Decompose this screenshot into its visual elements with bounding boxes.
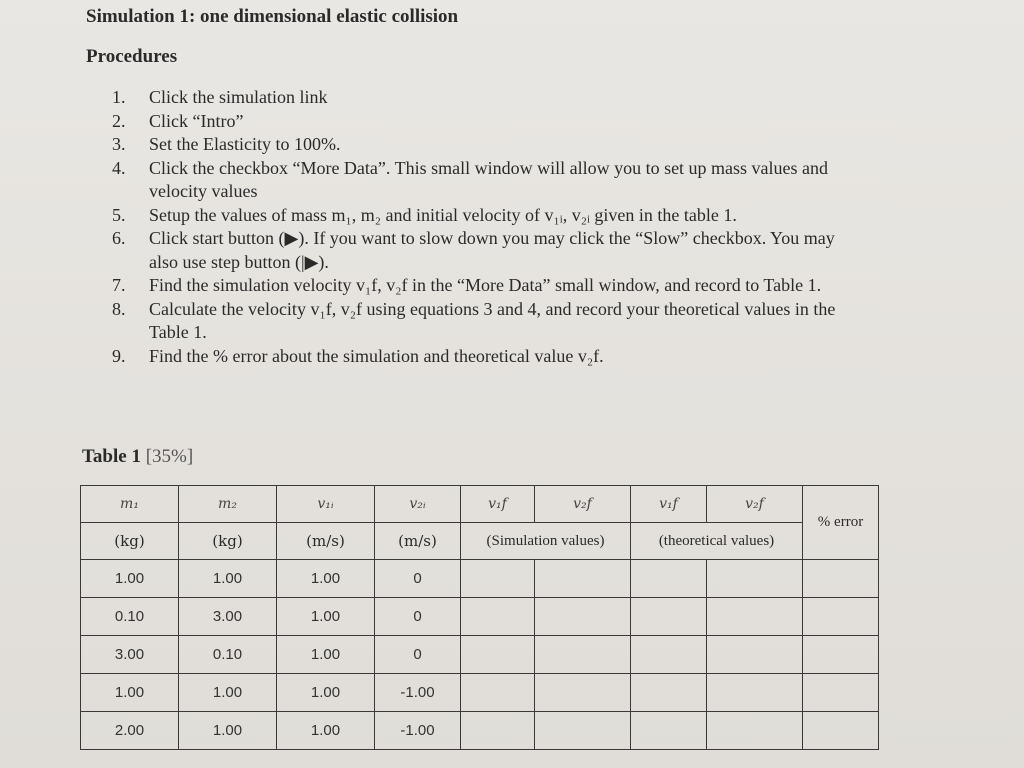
empty-cell[interactable]: [461, 674, 535, 712]
empty-cell[interactable]: [803, 636, 879, 674]
table-points: [35%]: [145, 446, 194, 467]
empty-cell[interactable]: [461, 560, 535, 598]
procedures-heading: Procedures: [86, 46, 178, 67]
empty-cell[interactable]: [535, 598, 631, 636]
empty-cell[interactable]: [707, 560, 803, 598]
header-theo-v2f: v₂f: [707, 486, 803, 523]
cell-m2: 1.00: [179, 712, 277, 750]
unit-header-row: [81, 523, 879, 560]
empty-cell[interactable]: [535, 636, 631, 674]
cell-m2: 1.00: [179, 674, 277, 712]
procedure-step: 6. Click start button (▶). If you want to slow down you may click the “Slow” checkbox. You may also use step button (|▶).: [112, 228, 835, 272]
empty-cell[interactable]: [535, 712, 631, 750]
empty-cell[interactable]: [631, 598, 707, 636]
empty-cell[interactable]: [631, 560, 707, 598]
empty-cell[interactable]: [535, 560, 631, 598]
header-v2i: v₂ᵢ: [375, 486, 461, 523]
procedure-list: [112, 86, 842, 368]
page-title: Simulation 1: one dimensional elastic collision: [86, 6, 459, 27]
cell-v1i: 1.00: [277, 560, 375, 598]
header-m2: m₂: [179, 486, 277, 523]
procedure-step: 4. Click the checkbox “More Data”. This small window will allow you to set up mass values and velocity values: [112, 157, 829, 201]
cell-m2: 1.00: [179, 560, 277, 598]
cell-m1: 1.00: [81, 674, 179, 712]
header-percent-error: % error: [803, 486, 879, 560]
cell-m2: 0.10: [179, 636, 277, 674]
cell-m1: 1.00: [81, 560, 179, 598]
empty-cell[interactable]: [707, 712, 803, 750]
theoretical-values-label: (theoretical values): [631, 523, 803, 560]
empty-cell[interactable]: [631, 712, 707, 750]
cell-v2i: 0: [375, 636, 461, 674]
unit-m1: (kg): [81, 523, 179, 560]
empty-cell[interactable]: [461, 598, 535, 636]
header-theo-v1f: v₁f: [631, 486, 707, 523]
empty-cell[interactable]: [707, 598, 803, 636]
unit-v2i: (m/s): [375, 523, 461, 560]
table-row: [81, 674, 879, 712]
table-row: [81, 636, 879, 674]
empty-cell[interactable]: [535, 674, 631, 712]
cell-v1i: 1.00: [277, 712, 375, 750]
table-caption: [82, 446, 193, 468]
procedure-step: 3. Set the Elasticity to 100%.: [112, 134, 341, 154]
cell-v1i: 1.00: [277, 598, 375, 636]
procedure-step: 1. Click the simulation link: [112, 87, 328, 107]
procedure-step: 5. Setup the values of mass m₁, m₂ and initial velocity of v₁ᵢ, v₂ᵢ given in the table 1.: [112, 204, 737, 225]
procedure-step: 7. Find the simulation velocity v₁f, v₂f in the “More Data” small window, and record to Table 1.: [112, 275, 822, 295]
cell-m1: 0.10: [81, 598, 179, 636]
empty-cell[interactable]: [803, 712, 879, 750]
procedure-step: 8. Calculate the velocity v₁f, v₂f using equations 3 and 4, and record your theoretical values in the Table 1.: [112, 298, 836, 342]
table-caption-label: Table 1: [82, 446, 141, 467]
empty-cell[interactable]: [803, 560, 879, 598]
cell-v2i: 0: [375, 598, 461, 636]
empty-cell[interactable]: [461, 712, 535, 750]
cell-v1i: 1.00: [277, 674, 375, 712]
header-v1i: v₁ᵢ: [277, 486, 375, 523]
table-row: [81, 712, 879, 750]
table-row: [81, 598, 879, 636]
header-sim-v2f: v₂f: [535, 486, 631, 523]
empty-cell[interactable]: [803, 598, 879, 636]
cell-m1: 2.00: [81, 712, 179, 750]
empty-cell[interactable]: [631, 636, 707, 674]
header-m1: m₁: [81, 486, 179, 523]
procedure-step: 2. Click “Intro”: [112, 110, 244, 131]
empty-cell[interactable]: [803, 674, 879, 712]
results-table: [80, 485, 879, 750]
unit-m2: (kg): [179, 523, 277, 560]
empty-cell[interactable]: [461, 636, 535, 674]
cell-m1: 3.00: [81, 636, 179, 674]
table-row: [81, 560, 879, 598]
cell-v2i: 0: [375, 560, 461, 598]
header-sim-v1f: v₁f: [461, 486, 535, 523]
empty-cell[interactable]: [707, 636, 803, 674]
procedure-step: 9. Find the % error about the simulation and theoretical value v₂f.: [112, 345, 604, 366]
empty-cell[interactable]: [631, 674, 707, 712]
cell-v2i: -1.00: [375, 712, 461, 750]
cell-v1i: 1.00: [277, 636, 375, 674]
unit-v1i: (m/s): [277, 523, 375, 560]
symbol-header-row: [81, 486, 879, 523]
empty-cell[interactable]: [707, 674, 803, 712]
simulation-values-label: (Simulation values): [461, 523, 631, 560]
cell-v2i: -1.00: [375, 674, 461, 712]
cell-m2: 3.00: [179, 598, 277, 636]
